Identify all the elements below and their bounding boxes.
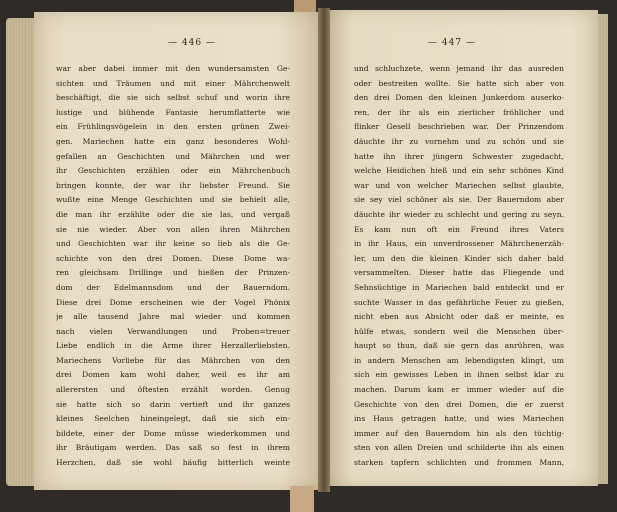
text-line: ein Frühlingsvögelein in den ersten grünen Zwei- bbox=[56, 122, 290, 132]
text-line: gen. Mariechen hatte ein ganz besonderes Wohl- bbox=[56, 136, 290, 146]
text-line: sie sey viel schöner als sie. Der Bauerndom aber bbox=[354, 195, 564, 205]
text-line: schichte von den drei Domen. Diese Dome wa- bbox=[56, 253, 290, 263]
text-line: je alle tausend Jahre mal wieder und kommen bbox=[56, 312, 290, 322]
text-line: ler, um den die kleinen Kinder sich daher bald bbox=[354, 253, 564, 263]
text-line: hatte ihn ihrer jüngern Schwester zugedacht, bbox=[354, 151, 564, 161]
text-line: ihr Geschichten erzählen oder ein Mährchenbuch bbox=[56, 166, 290, 176]
text-line: ins Haus getragen hatte, und wies Mariechen bbox=[354, 414, 564, 424]
text-line: Diese drei Dome erscheinen wie der Vogel Phönix bbox=[56, 297, 290, 307]
book-gutter bbox=[318, 8, 330, 492]
text-line: gefallen an Geschichten und Mährchen und wer bbox=[56, 151, 290, 161]
text-line: wußte eine Menge Geschichten und sie behielt alle, bbox=[56, 195, 290, 205]
text-line: oder bestreiten wollte. Sie hatte sich aber von bbox=[354, 78, 564, 88]
text-line: däuchte ihr wieder zu schlecht und gering zu seyn. bbox=[354, 209, 564, 219]
text-line: in andern Menschen am lebendigsten klingt, um bbox=[354, 355, 564, 365]
text-line: und Geschichten war ihr keine so lieb als die Ge- bbox=[56, 239, 290, 249]
text-line: Liebe endlich in die Arme ihrer Herzallerliebsten. bbox=[56, 341, 290, 351]
text-line: starken tapfern schlichten und frommen Mann, bbox=[354, 458, 564, 468]
text-line: ren, der ihr als ein zierlicher fröhlicher und bbox=[354, 107, 564, 117]
text-line: nicht eben aus Absicht oder daß er meinte, es bbox=[354, 312, 564, 322]
right-page-number: — 447 — bbox=[428, 38, 476, 48]
right-page-text bbox=[354, 62, 564, 471]
text-line: die man ihr erzählte oder die sie las, und vergaß bbox=[56, 209, 290, 219]
text-line: sie hatte sich so darin vertieft und ihr ganzes bbox=[56, 399, 290, 409]
text-line: Geschichte von den drei Domen, die er zuerst bbox=[354, 399, 564, 409]
text-line: versammelten. Dieser hatte das Fliegende und bbox=[354, 268, 564, 278]
left-page-text bbox=[56, 62, 290, 471]
text-line: drei Domen kam wohl daher, weil es ihr am bbox=[56, 370, 290, 380]
left-page-edges bbox=[6, 18, 36, 486]
text-line: Sehnsüchtige in Mariechen bald entdeckt und er bbox=[354, 282, 564, 292]
text-line: suchte Wasser in das gefährliche Feuer zu gießen, bbox=[354, 297, 564, 307]
text-line: dom der Edelmannsdom und der Bauerndom. bbox=[56, 282, 290, 292]
text-line: ihr Bräutigam werden. Das saß so fest in ihrem bbox=[56, 443, 290, 453]
text-line: machen. Darum kam er immer wieder auf die bbox=[354, 385, 564, 395]
text-line: sten von allen Dreien und schilderte ihn als einen bbox=[354, 443, 564, 453]
text-line: lustige und blühende Fantasie herumflatterte wie bbox=[56, 107, 290, 117]
text-line: sichten und Träumen und mit einer Mährchenwelt bbox=[56, 78, 290, 88]
left-page-number: — 446 — bbox=[168, 38, 216, 48]
text-line: in ihr Haus, ein unverdrossener Mährchenerzäh- bbox=[354, 239, 564, 249]
text-line: bildete, einer der Dome müsse wiederkommen und bbox=[56, 428, 290, 438]
text-line: hülfe etwas, sondern weil die Menschen über- bbox=[354, 326, 564, 336]
text-line: Es kam nun oft ein Freund ihres Vaters bbox=[354, 224, 564, 234]
text-line: war und von welcher Mariechen selbst glaubte, bbox=[354, 180, 564, 190]
text-line: flinker Gesell beschrieben war. Der Prinzendom bbox=[354, 122, 564, 132]
text-line: bringen konnte, der war ihr liebster Freund. Sie bbox=[56, 180, 290, 190]
text-line: war aber dabei immer mit den wundersamsten Ge- bbox=[56, 64, 290, 73]
text-line: den drei Domen den kleinen Junkerdom auserko- bbox=[354, 93, 564, 103]
text-line: kleines Seelchen hineingelegt, daß sie sich ein- bbox=[56, 414, 290, 424]
text-line: und schluchzete, wenn jemand ihr das ausreden bbox=[354, 64, 564, 73]
text-line: sich ein gewisses Leben in ihnen selbst klar zu bbox=[354, 370, 564, 380]
text-line: immer auf den Bauerndom hin als den tüchtig- bbox=[354, 428, 564, 438]
text-line: haupt so thun, daß sie gern das anrühren, was bbox=[354, 341, 564, 351]
text-line: beschäftigt, die sie sich selbst schuf und worin ihre bbox=[56, 93, 290, 103]
text-line: ren gleichsam Drillinge und hießen der Prinzen- bbox=[56, 268, 290, 278]
text-line: däuchte ihr zu vornehm und zu schön und sie bbox=[354, 136, 564, 146]
text-line: allerersten und öftesten erzählt worden. Genug bbox=[56, 385, 290, 395]
text-line: Mariechens Vorliebe für das Mährchen von den bbox=[56, 355, 290, 365]
text-line: Herzchen, daß sie wohl häufig bitterlich weinte bbox=[56, 458, 290, 468]
ribbon-bottom bbox=[290, 486, 314, 512]
text-line: welche Heidichen hieß und ein sehr schönes Kind bbox=[354, 166, 564, 176]
text-line: sie nie wieder. Aber von allen ihren Mährchen bbox=[56, 224, 290, 234]
text-line: nach vielen Verwandlungen und Proben=treuer bbox=[56, 326, 290, 336]
